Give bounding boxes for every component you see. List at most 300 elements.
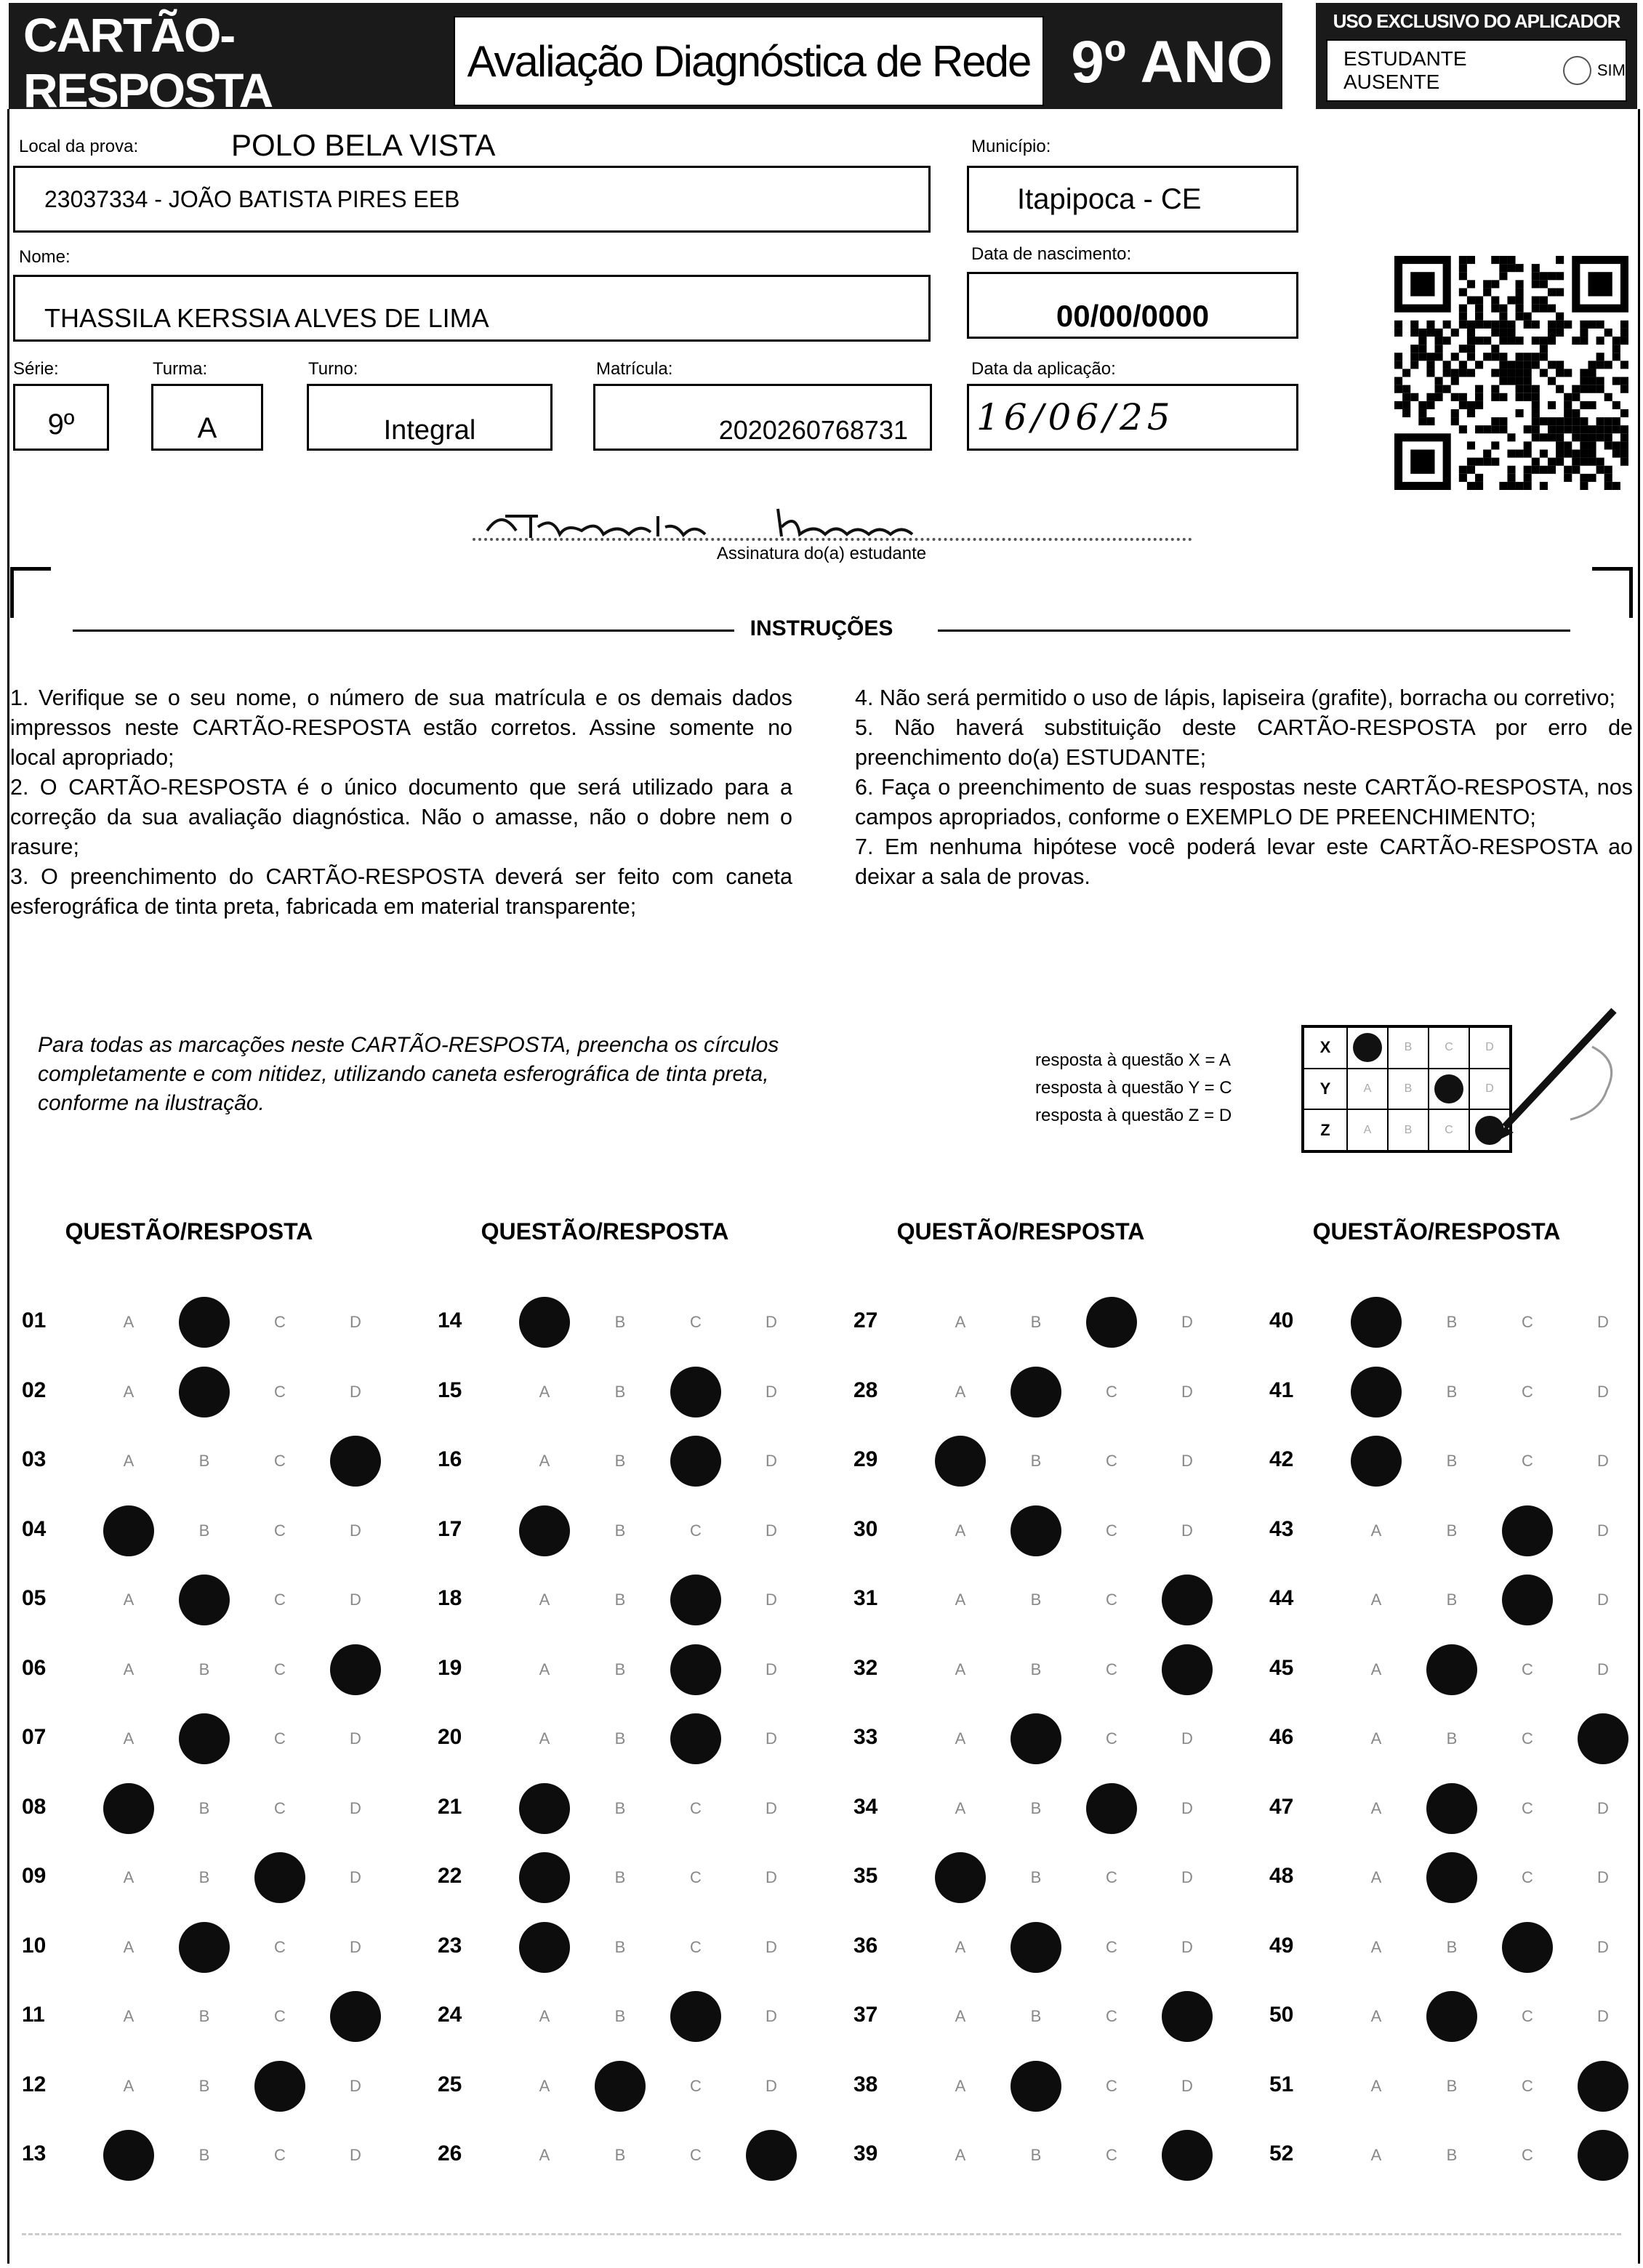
answer-bubble-filled[interactable] bbox=[1426, 1644, 1477, 1695]
answer-bubble[interactable]: A bbox=[955, 1313, 966, 1331]
answer-bubble[interactable]: A bbox=[123, 1937, 134, 1956]
answer-bubble-filled[interactable] bbox=[1086, 1297, 1137, 1348]
answer-bubble[interactable]: C bbox=[690, 1868, 702, 1886]
answer-bubble[interactable]: C bbox=[274, 2146, 286, 2164]
question-number: 09 bbox=[22, 1864, 47, 1888]
answer-bubble-filled[interactable] bbox=[595, 2061, 646, 2112]
corner-mark bbox=[10, 567, 51, 618]
answer-bubble[interactable]: A bbox=[539, 2007, 550, 2025]
question-row bbox=[22, 1925, 414, 1969]
answer-bubble[interactable]: A bbox=[1370, 1937, 1382, 1956]
answer-bubble[interactable]: C bbox=[1522, 1798, 1533, 1817]
question-row bbox=[1269, 1925, 1643, 1969]
answer-bubble[interactable]: D bbox=[1597, 1452, 1609, 1470]
answer-bubble[interactable]: D bbox=[350, 1729, 361, 1748]
answer-bubble[interactable]: D bbox=[1597, 1591, 1609, 1609]
question-number: 44 bbox=[1269, 1586, 1294, 1610]
answer-bubble[interactable]: C bbox=[690, 2076, 702, 2095]
answer-bubble[interactable]: B bbox=[1446, 2076, 1458, 2095]
school-value: 23037334 - JOÃO BATISTA PIRES EEB bbox=[44, 185, 460, 212]
matricula-label: Matrícula: bbox=[596, 359, 673, 379]
question-number: 40 bbox=[1269, 1308, 1294, 1332]
answer-bubble[interactable]: B bbox=[1030, 1868, 1042, 1886]
answer-bubble[interactable]: D bbox=[1597, 1521, 1609, 1540]
answer-bubble[interactable]: C bbox=[274, 1452, 286, 1470]
answer-bubble-filled[interactable] bbox=[179, 1922, 230, 1973]
answer-bubble[interactable]: B bbox=[1446, 1382, 1458, 1401]
answer-bubble[interactable]: C bbox=[1522, 1452, 1533, 1470]
answer-bubble[interactable]: C bbox=[274, 1937, 286, 1956]
question-row bbox=[438, 1786, 830, 1830]
corner-mark bbox=[1592, 567, 1633, 618]
example-option: A bbox=[1347, 1069, 1388, 1110]
answer-bubble[interactable]: C bbox=[1106, 1521, 1117, 1540]
answer-bubble[interactable]: D bbox=[350, 2076, 361, 2095]
answer-bubble-filled[interactable] bbox=[1086, 1783, 1137, 1834]
answer-bubble[interactable]: B bbox=[1030, 1452, 1042, 1470]
answer-bubble[interactable]: B bbox=[1446, 1591, 1458, 1609]
filled-dot-icon bbox=[1353, 1033, 1382, 1062]
question-row bbox=[853, 1577, 1246, 1621]
answer-bubble[interactable]: C bbox=[1106, 1591, 1117, 1609]
question-number: 28 bbox=[853, 1378, 878, 1402]
answer-bubble[interactable]: D bbox=[766, 1591, 777, 1609]
answer-bubble-filled[interactable] bbox=[519, 1505, 570, 1556]
question-number: 19 bbox=[438, 1655, 462, 1680]
turno-field bbox=[307, 384, 553, 451]
answer-bubble[interactable]: D bbox=[1597, 1798, 1609, 1817]
answer-bubble-filled[interactable] bbox=[1011, 1922, 1061, 1973]
answer-bubble[interactable]: B bbox=[614, 1591, 626, 1609]
answer-bubble[interactable]: C bbox=[1106, 2146, 1117, 2164]
example-option: B bbox=[1388, 1109, 1429, 1151]
answer-bubble[interactable]: D bbox=[766, 1452, 777, 1470]
header-bar bbox=[9, 3, 1282, 117]
turma-value: A bbox=[197, 411, 217, 444]
question-number: 21 bbox=[438, 1794, 462, 1819]
question-number: 13 bbox=[22, 2142, 47, 2166]
answer-bubble-filled[interactable] bbox=[1578, 2061, 1628, 2112]
answer-bubble[interactable]: C bbox=[274, 1729, 286, 1748]
answer-bubble[interactable]: C bbox=[1522, 1660, 1533, 1678]
question-row bbox=[1269, 1855, 1643, 1899]
answer-bubble[interactable]: A bbox=[539, 1660, 550, 1678]
answer-bubble[interactable]: D bbox=[1597, 1868, 1609, 1886]
question-row bbox=[853, 1994, 1246, 2038]
instruction-item: 3. O preenchimento do CARTÃO-RESPOSTA deverá ser feito com caneta esferográfica de tinta preta, fabricada em material transparente; bbox=[10, 864, 792, 919]
answer-bubble-filled[interactable] bbox=[670, 1644, 721, 1695]
answer-bubble[interactable]: A bbox=[1370, 2076, 1382, 2095]
answer-bubble[interactable]: A bbox=[1370, 1729, 1382, 1748]
answer-bubble-filled[interactable] bbox=[1502, 1922, 1553, 1973]
answer-bubble[interactable]: B bbox=[1446, 1313, 1458, 1331]
answer-bubble[interactable]: A bbox=[1370, 1660, 1382, 1678]
answer-bubble[interactable]: A bbox=[123, 2007, 134, 2025]
answer-bubble[interactable]: B bbox=[614, 1382, 626, 1401]
answer-bubble[interactable]: D bbox=[350, 1382, 361, 1401]
exam-title: Avaliação Diagnóstica de Rede bbox=[454, 16, 1044, 106]
answer-bubble[interactable]: C bbox=[274, 1382, 286, 1401]
answer-bubble[interactable]: B bbox=[1030, 2007, 1042, 2025]
answer-bubble[interactable]: D bbox=[1181, 1452, 1193, 1470]
answer-bubble[interactable]: B bbox=[1446, 1521, 1458, 1540]
answer-bubble-filled[interactable] bbox=[519, 1297, 570, 1348]
answer-bubble[interactable]: A bbox=[955, 1521, 966, 1540]
aplicacao-field bbox=[967, 384, 1298, 451]
answer-bubble[interactable]: B bbox=[198, 2146, 210, 2164]
answer-bubble-filled[interactable] bbox=[1351, 1297, 1402, 1348]
absent-option: SIM bbox=[1596, 61, 1626, 79]
answer-bubble[interactable]: D bbox=[350, 1868, 361, 1886]
question-number: 05 bbox=[22, 1586, 47, 1610]
answer-bubble[interactable]: A bbox=[539, 1729, 550, 1748]
answer-bubble[interactable]: D bbox=[1181, 1313, 1193, 1331]
instruction-item: 6. Faça o preenchimento de suas respostas neste CARTÃO-RESPOSTA, nos campos apropriados, conforme o EXEMPLO DE PREENCHIMENTO; bbox=[855, 775, 1633, 829]
answer-bubble[interactable]: B bbox=[198, 2007, 210, 2025]
answer-bubble[interactable]: D bbox=[766, 1729, 777, 1748]
answer-bubble-filled[interactable] bbox=[519, 1922, 570, 1973]
answer-bubble[interactable]: D bbox=[1181, 1521, 1193, 1540]
question-number: 17 bbox=[438, 1516, 462, 1541]
answer-bubble[interactable]: B bbox=[1446, 2146, 1458, 2164]
answer-bubble[interactable]: C bbox=[1106, 2007, 1117, 2025]
question-row bbox=[22, 1577, 414, 1621]
answer-bubble[interactable]: A bbox=[955, 1729, 966, 1748]
answer-bubble[interactable]: C bbox=[1522, 2146, 1533, 2164]
pen-icon bbox=[1483, 1003, 1628, 1149]
answer-bubble[interactable]: B bbox=[198, 1868, 210, 1886]
answer-bubble[interactable]: D bbox=[1181, 1798, 1193, 1817]
example-row-label: Z bbox=[1303, 1109, 1347, 1151]
question-row bbox=[22, 1786, 414, 1830]
answer-bubble[interactable]: A bbox=[123, 1868, 134, 1886]
answer-bubble[interactable]: C bbox=[274, 1521, 286, 1540]
answer-bubble-filled[interactable] bbox=[746, 2130, 797, 2181]
answer-bubble[interactable]: D bbox=[766, 1868, 777, 1886]
answer-bubble[interactable]: C bbox=[1522, 1729, 1533, 1748]
answer-bubble-filled[interactable] bbox=[1162, 1575, 1213, 1625]
signature-label: Assinatura do(a) estudante bbox=[716, 544, 927, 563]
absent-bubble[interactable] bbox=[1563, 56, 1591, 85]
answer-bubble[interactable]: B bbox=[614, 1729, 626, 1748]
answer-bubble-filled[interactable] bbox=[103, 1505, 154, 1556]
answer-bubble-filled[interactable] bbox=[935, 1436, 986, 1487]
question-row bbox=[438, 1439, 830, 1482]
school-field bbox=[13, 166, 931, 233]
answer-bubble-filled[interactable] bbox=[1426, 1783, 1477, 1834]
answer-bubble[interactable]: D bbox=[766, 1798, 777, 1817]
question-number: 23 bbox=[438, 1933, 462, 1958]
answer-bubble[interactable]: B bbox=[1030, 2146, 1042, 2164]
absent-label: ESTUDANTE AUSENTE bbox=[1343, 47, 1467, 93]
answer-bubble[interactable]: A bbox=[955, 1660, 966, 1678]
answer-bubble[interactable]: A bbox=[1370, 1591, 1382, 1609]
answer-bubble[interactable]: D bbox=[350, 1591, 361, 1609]
question-row bbox=[438, 1647, 830, 1691]
answer-bubble[interactable]: B bbox=[614, 1660, 626, 1678]
question-number: 42 bbox=[1269, 1447, 1294, 1471]
answer-bubble[interactable]: A bbox=[539, 2146, 550, 2164]
answer-bubble[interactable]: D bbox=[766, 1937, 777, 1956]
answer-bubble[interactable]: A bbox=[955, 1591, 966, 1609]
answer-bubble[interactable]: A bbox=[1370, 2146, 1382, 2164]
answer-bubble[interactable]: A bbox=[955, 2146, 966, 2164]
applicator-title: USO EXCLUSIVO DO APLICADOR bbox=[1333, 10, 1620, 32]
turno-label: Turno: bbox=[308, 359, 358, 379]
answer-bubble[interactable]: B bbox=[614, 1521, 626, 1540]
answer-bubble-filled[interactable] bbox=[1162, 1644, 1213, 1695]
question-row bbox=[22, 1994, 414, 2038]
answer-bubble[interactable]: A bbox=[123, 1382, 134, 1401]
answer-bubble-filled[interactable] bbox=[1502, 1575, 1553, 1625]
answer-bubble-filled[interactable] bbox=[1011, 1505, 1061, 1556]
answer-bubble[interactable]: B bbox=[614, 1937, 626, 1956]
answer-bubble-filled[interactable] bbox=[330, 1991, 381, 2042]
answer-bubble[interactable]: A bbox=[955, 1937, 966, 1956]
answer-bubble-filled[interactable] bbox=[1578, 1713, 1628, 1764]
answer-bubble[interactable]: A bbox=[539, 1591, 550, 1609]
question-number: 25 bbox=[438, 2072, 462, 2096]
answer-bubble-filled[interactable] bbox=[1351, 1367, 1402, 1418]
answer-bubble[interactable]: A bbox=[955, 1798, 966, 1817]
question-number: 32 bbox=[853, 1655, 878, 1680]
serie-value: 9º bbox=[47, 408, 75, 441]
answer-bubble[interactable]: D bbox=[766, 1382, 777, 1401]
answer-bubble-filled[interactable] bbox=[1502, 1505, 1553, 1556]
answer-bubble[interactable]: D bbox=[350, 1937, 361, 1956]
answer-bubble[interactable]: C bbox=[690, 2146, 702, 2164]
answer-bubble[interactable]: D bbox=[1181, 1729, 1193, 1748]
answer-bubble[interactable]: A bbox=[123, 1660, 134, 1678]
answer-bubble-filled[interactable] bbox=[1011, 2061, 1061, 2112]
answer-bubble[interactable]: A bbox=[955, 2076, 966, 2095]
answer-bubble[interactable]: B bbox=[614, 1313, 626, 1331]
answer-bubble[interactable]: D bbox=[766, 2076, 777, 2095]
answer-bubble[interactable]: D bbox=[350, 1798, 361, 1817]
column-header: QUESTÃO/RESPOSTA bbox=[1312, 1218, 1561, 1244]
answer-bubble[interactable]: B bbox=[1030, 1591, 1042, 1609]
answer-bubble[interactable]: B bbox=[198, 1452, 210, 1470]
answer-bubble[interactable]: A bbox=[1370, 2007, 1382, 2025]
instruction-item: 1. Verifique se o seu nome, o número de sua matrícula e os demais dados impressos neste CARTÃO-RESPOSTA estão corretos. Assine somente no local apropriado; bbox=[10, 685, 792, 770]
question-number: 27 bbox=[853, 1308, 878, 1332]
answer-bubble[interactable]: D bbox=[766, 1660, 777, 1678]
instruction-item: 7. Em nenhuma hipótese você poderá levar este CARTÃO-RESPOSTA ao deixar a sala de provas. bbox=[855, 835, 1633, 889]
question-number: 06 bbox=[22, 1655, 47, 1680]
answer-bubble[interactable]: C bbox=[274, 2007, 286, 2025]
answer-bubble[interactable]: C bbox=[690, 1798, 702, 1817]
question-number: 48 bbox=[1269, 1864, 1294, 1888]
answer-bubble[interactable]: D bbox=[1597, 1937, 1609, 1956]
answer-bubble-filled[interactable] bbox=[254, 1852, 305, 1903]
applicator-box bbox=[1316, 3, 1637, 109]
answer-bubble[interactable]: A bbox=[123, 1591, 134, 1609]
answer-bubble-filled[interactable] bbox=[1426, 1852, 1477, 1903]
answer-bubble-filled[interactable] bbox=[179, 1367, 230, 1418]
answer-bubble[interactable]: A bbox=[123, 1452, 134, 1470]
answer-bubble-filled[interactable] bbox=[1011, 1367, 1061, 1418]
answer-bubble[interactable]: D bbox=[1181, 1868, 1193, 1886]
answer-bubble[interactable]: B bbox=[1446, 1729, 1458, 1748]
answer-bubble[interactable]: C bbox=[1522, 1382, 1533, 1401]
answer-bubble-filled[interactable] bbox=[670, 1713, 721, 1764]
answer-bubble[interactable]: C bbox=[1106, 1868, 1117, 1886]
question-row bbox=[1269, 2133, 1643, 2176]
answer-bubble[interactable]: A bbox=[1370, 1521, 1382, 1540]
answer-bubble[interactable]: D bbox=[350, 1313, 361, 1331]
answer-bubble[interactable]: C bbox=[274, 1798, 286, 1817]
answer-bubble[interactable]: B bbox=[1030, 1313, 1042, 1331]
answer-bubble[interactable]: D bbox=[1181, 1382, 1193, 1401]
question-number: 50 bbox=[1269, 2003, 1294, 2027]
answer-bubble-filled[interactable] bbox=[1351, 1436, 1402, 1487]
question-number: 41 bbox=[1269, 1378, 1294, 1402]
answer-bubble-filled[interactable] bbox=[519, 1852, 570, 1903]
answer-bubble[interactable]: C bbox=[1522, 1868, 1533, 1886]
question-row bbox=[1269, 1577, 1643, 1621]
answer-bubble[interactable]: B bbox=[614, 1452, 626, 1470]
answer-bubble[interactable]: D bbox=[1597, 2007, 1609, 2025]
answer-bubble[interactable]: B bbox=[614, 2146, 626, 2164]
question-number: 29 bbox=[853, 1447, 878, 1471]
answer-bubble[interactable]: D bbox=[1597, 1382, 1609, 1401]
answer-bubble[interactable]: C bbox=[1106, 1382, 1117, 1401]
answer-bubble[interactable]: A bbox=[1370, 1868, 1382, 1886]
answer-bubble-filled[interactable] bbox=[1426, 1991, 1477, 2042]
answer-bubble[interactable]: C bbox=[690, 1313, 702, 1331]
answer-bubble[interactable]: B bbox=[1446, 1937, 1458, 1956]
turma-label: Turma: bbox=[153, 359, 208, 379]
answer-bubble[interactable]: D bbox=[1181, 2076, 1193, 2095]
answer-bubble[interactable]: B bbox=[1030, 1798, 1042, 1817]
column-header: QUESTÃO/RESPOSTA bbox=[896, 1218, 1145, 1244]
answer-bubble[interactable]: D bbox=[350, 1521, 361, 1540]
example-option: C bbox=[1429, 1027, 1469, 1069]
answer-bubble[interactable]: C bbox=[690, 1521, 702, 1540]
answer-bubble-filled[interactable] bbox=[103, 2130, 154, 2181]
answer-bubble[interactable]: B bbox=[1446, 1452, 1458, 1470]
question-row bbox=[438, 1716, 830, 1760]
answer-bubble[interactable]: B bbox=[1030, 1660, 1042, 1678]
answer-bubble-filled[interactable] bbox=[1578, 2130, 1628, 2181]
question-number: 36 bbox=[853, 1933, 878, 1958]
question-number: 04 bbox=[22, 1516, 47, 1541]
question-number: 16 bbox=[438, 1447, 462, 1471]
answer-bubble-filled[interactable] bbox=[179, 1297, 230, 1348]
example-option: B bbox=[1388, 1027, 1429, 1069]
answer-bubble[interactable]: C bbox=[274, 1660, 286, 1678]
matricula-field bbox=[593, 384, 932, 451]
answer-bubble[interactable]: D bbox=[766, 1313, 777, 1331]
answer-bubble-filled[interactable] bbox=[179, 1575, 230, 1625]
answer-bubble[interactable]: C bbox=[690, 1937, 702, 1956]
answer-bubble[interactable]: C bbox=[1106, 1937, 1117, 1956]
question-number: 18 bbox=[438, 1586, 462, 1610]
example-filled-bubble bbox=[1429, 1069, 1469, 1110]
answer-bubble[interactable]: B bbox=[614, 1868, 626, 1886]
example-option: D bbox=[1469, 1069, 1510, 1110]
question-number: 22 bbox=[438, 1864, 462, 1888]
answer-bubble-filled[interactable] bbox=[670, 1436, 721, 1487]
answer-bubble[interactable]: B bbox=[614, 1798, 626, 1817]
answer-bubble[interactable]: B bbox=[198, 1521, 210, 1540]
answer-bubble[interactable]: A bbox=[123, 1313, 134, 1331]
question-number: 37 bbox=[853, 2003, 878, 2027]
answer-bubble[interactable]: B bbox=[614, 2007, 626, 2025]
answer-bubble-filled[interactable] bbox=[670, 1991, 721, 2042]
example-filled-bubble bbox=[1347, 1027, 1388, 1069]
answer-bubble[interactable]: A bbox=[955, 2007, 966, 2025]
answer-bubble-filled[interactable] bbox=[1162, 1991, 1213, 2042]
answer-bubble[interactable]: B bbox=[198, 1798, 210, 1817]
answer-bubble[interactable]: A bbox=[123, 1729, 134, 1748]
question-number: 24 bbox=[438, 2003, 462, 2027]
question-row bbox=[438, 1370, 830, 1413]
question-row bbox=[22, 1855, 414, 1899]
answer-bubble[interactable]: A bbox=[539, 1382, 550, 1401]
answer-bubble-filled[interactable] bbox=[670, 1575, 721, 1625]
question-row bbox=[853, 2064, 1246, 2107]
question-number: 11 bbox=[22, 2003, 45, 2027]
answer-bubble-filled[interactable] bbox=[1011, 1713, 1061, 1764]
answer-bubble-filled[interactable] bbox=[1162, 2130, 1213, 2181]
question-row bbox=[1269, 1439, 1643, 1482]
municipio-label: Município: bbox=[971, 137, 1051, 156]
answer-bubble[interactable]: C bbox=[274, 1313, 286, 1331]
answer-bubble[interactable]: C bbox=[1522, 2076, 1533, 2095]
answer-bubble[interactable]: C bbox=[1106, 1729, 1117, 1748]
answer-bubble[interactable]: C bbox=[1106, 2076, 1117, 2095]
question-row bbox=[438, 1855, 830, 1899]
question-number: 31 bbox=[853, 1586, 878, 1610]
answer-bubble-filled[interactable] bbox=[935, 1852, 986, 1903]
answer-bubble[interactable]: D bbox=[1181, 1937, 1193, 1956]
answer-bubble-filled[interactable] bbox=[254, 2061, 305, 2112]
answer-bubble-filled[interactable] bbox=[519, 1783, 570, 1834]
answer-bubble-filled[interactable] bbox=[103, 1783, 154, 1834]
answer-bubble[interactable]: B bbox=[198, 1660, 210, 1678]
answer-bubble-filled[interactable] bbox=[670, 1367, 721, 1418]
answer-bubble[interactable]: A bbox=[955, 1382, 966, 1401]
answer-bubble[interactable]: C bbox=[1106, 1660, 1117, 1678]
nascimento-value: 00/00/0000 bbox=[1056, 299, 1210, 333]
answer-bubble[interactable]: A bbox=[539, 2076, 550, 2095]
answer-bubble-filled[interactable] bbox=[330, 1436, 381, 1487]
aplicacao-label: Data da aplicação: bbox=[971, 359, 1116, 379]
answer-bubble[interactable]: C bbox=[274, 1591, 286, 1609]
answer-bubble[interactable]: A bbox=[123, 2076, 134, 2095]
answer-bubble[interactable]: D bbox=[766, 1521, 777, 1540]
question-number: 49 bbox=[1269, 1933, 1294, 1958]
answer-bubble-filled[interactable] bbox=[330, 1644, 381, 1695]
answer-bubble[interactable]: D bbox=[350, 2146, 361, 2164]
answer-bubble[interactable]: B bbox=[198, 2076, 210, 2095]
answer-bubble-filled[interactable] bbox=[179, 1713, 230, 1764]
answer-bubble[interactable]: C bbox=[1522, 1313, 1533, 1331]
answer-bubble[interactable]: A bbox=[539, 1452, 550, 1470]
example-line: resposta à questão X = A bbox=[1035, 1050, 1231, 1070]
answer-bubble[interactable]: C bbox=[1522, 2007, 1533, 2025]
signature-line bbox=[473, 538, 1192, 541]
column-header: QUESTÃO/RESPOSTA bbox=[481, 1218, 729, 1244]
answer-bubble[interactable]: D bbox=[766, 2007, 777, 2025]
instruction-item: 2. O CARTÃO-RESPOSTA é o único documento que será utilizado para a correção da sua avaliação diagnóstica. Não o amasse, não o dobre nem o rasure; bbox=[10, 775, 792, 859]
answer-bubble[interactable]: D bbox=[1597, 1313, 1609, 1331]
answer-bubble[interactable]: A bbox=[1370, 1798, 1382, 1817]
question-row bbox=[1269, 1994, 1643, 2038]
answer-bubble[interactable]: C bbox=[1106, 1452, 1117, 1470]
answer-bubble[interactable]: D bbox=[1597, 1660, 1609, 1678]
